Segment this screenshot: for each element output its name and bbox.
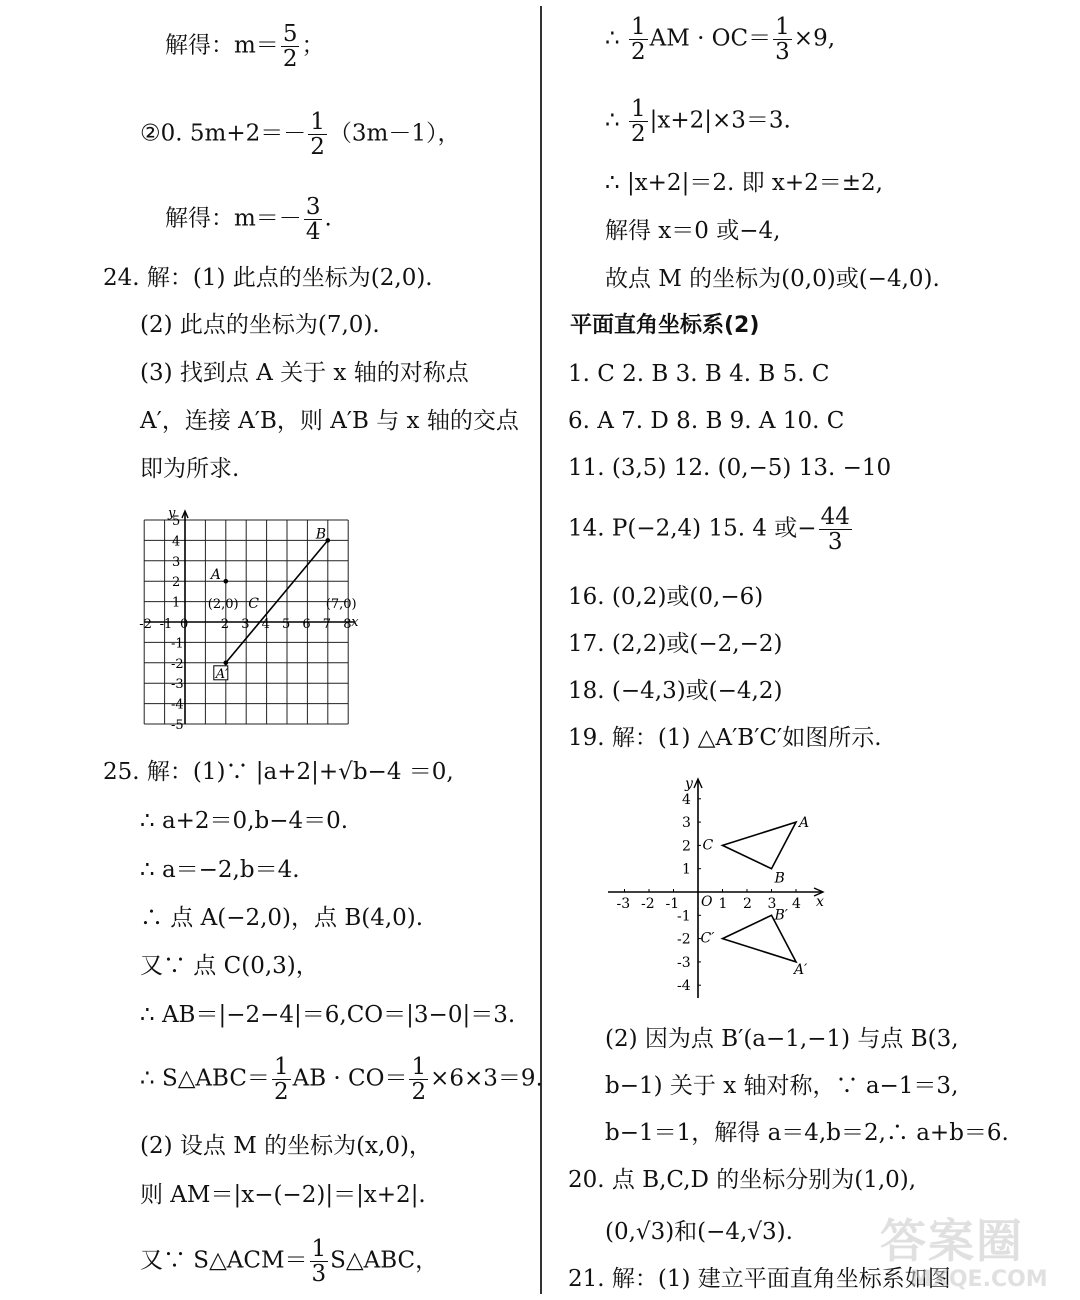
answers-row-6: 17. (2,2)或(−2,−2) xyxy=(568,631,783,657)
answers-row-5: 16. (0,2)或(0,−6) xyxy=(568,584,764,610)
y-tick-label: 4 xyxy=(682,791,691,808)
coordinate-graph-1 xyxy=(130,505,370,730)
label-point-7-0: (7,0) xyxy=(325,597,357,612)
x-tick-label: 6 xyxy=(302,617,311,632)
y-tick-label: -1 xyxy=(171,636,184,652)
label-C-prime: C′ xyxy=(700,930,715,947)
q24-line-2: (2) 此点的坐标为(7,0). xyxy=(140,312,380,338)
answers-row-2: 6. A 7. D 8. B 9. A 10. C xyxy=(568,408,845,434)
q25-line-8: (2) 设点 M 的坐标为(x,0)， xyxy=(140,1133,432,1159)
x-tick-label: 0 xyxy=(180,617,189,632)
y-tick-label: -2 xyxy=(677,931,691,948)
q24-line-3: (3) 找到点 A 关于 x 轴的对称点 xyxy=(140,360,469,386)
x-tick-label: 3 xyxy=(767,896,777,912)
answers-row-8: 19. 解：(1) △A′B′C′如图所示. xyxy=(568,725,882,751)
y-tick-label: -2 xyxy=(171,656,184,672)
x-tick-label: 3 xyxy=(241,617,250,632)
q25-line-6: ∴ AB＝|−2−4|＝6,CO＝|3−0|＝3. xyxy=(140,1002,516,1028)
fraction: $\frac{1}{3}$ xyxy=(775,14,790,65)
y-tick-label: -3 xyxy=(677,954,691,971)
x-axis-label: x xyxy=(351,615,359,630)
y-axis-label: y xyxy=(168,506,176,521)
right-line-1: ∴ $\frac{1}{2}$ AM · OC＝ $\frac{1}{3}$ ×9, xyxy=(605,14,836,65)
right-line-4: 解得 x＝0 或−4, xyxy=(605,218,781,244)
answers-row-12: 20. 点 B,C,D 的坐标分别为(1,0), xyxy=(568,1167,917,1193)
fraction: $\frac{3}{4}$ xyxy=(305,194,321,245)
x-tick-label: 4 xyxy=(792,896,801,912)
label-A-prime: A′ xyxy=(794,961,808,978)
answers-row-13: (0,√3)和(−4,√3). xyxy=(605,1219,793,1245)
y-tick-label: 4 xyxy=(172,534,181,550)
answers-row-11: b−1＝1，解得 a＝4,b＝2,∴ a+b＝6. xyxy=(605,1120,1009,1146)
q25-line-4: ∴ 点 A(−2,0)，点 B(4,0). xyxy=(140,905,424,931)
x-tick-label: -2 xyxy=(641,896,655,912)
fraction: $\frac{1}{3}$ xyxy=(311,1236,327,1287)
y-tick-label: -3 xyxy=(171,677,184,693)
q25-line-2: ∴ a+2＝0,b−4＝0. xyxy=(140,808,349,834)
y-tick-label: 1 xyxy=(172,595,181,611)
fraction: $\frac{1}{2}$ xyxy=(273,1054,289,1105)
right-line-2: ∴ $\frac{1}{2}$ |x+2|×3＝3. xyxy=(605,96,791,147)
answers-row-1: 1. C 2. B 3. B 4. B 5. C xyxy=(568,361,830,387)
label-B: B xyxy=(774,870,785,887)
axes xyxy=(608,779,823,998)
answers-row-3: 11. (3,5) 12. (0,−5) 13. −10 xyxy=(568,455,892,481)
q24-line-4: A′，连接 A′B，则 A′B 与 x 轴的交点 xyxy=(140,408,519,434)
x-tick-label: -2 xyxy=(139,617,152,632)
label-A: A xyxy=(210,567,221,584)
label-C: C xyxy=(702,837,714,854)
point-A xyxy=(224,579,229,584)
point-A-prime xyxy=(224,661,229,666)
triangle-ABC xyxy=(723,822,797,869)
label-C: C xyxy=(248,596,259,612)
q25-area-line: ∴ S△ABC＝ $\frac{1}{2}$ AB · CO＝ $\frac{1}{2}$ ×6×3＝9. xyxy=(140,1054,543,1105)
y-tick-label: 3 xyxy=(682,815,691,832)
right-line-5: 故点 M 的坐标为(0,0)或(−4,0). xyxy=(605,266,940,292)
label-point-2-0: (2,0) xyxy=(207,597,239,612)
x-axis-label: x xyxy=(816,894,824,910)
q24-line-1: 24. 解：(1) 此点的坐标为(2,0). xyxy=(103,265,433,291)
x-tick-label: 5 xyxy=(282,617,291,632)
y-tick-label: 2 xyxy=(172,575,181,591)
q25-line-9: 则 AM＝|x−(−2)|＝|x+2|. xyxy=(140,1182,426,1208)
fraction: $\frac{1}{2}$ xyxy=(630,14,646,65)
equation-line-2: ②0. 5m+2＝－ $\frac{1}{2}$ （3m－1）， xyxy=(140,109,461,160)
label-A-prime: A′ xyxy=(215,666,229,682)
fraction: $\frac{1}{2}$ xyxy=(310,109,325,160)
x-tick-label: 8 xyxy=(343,617,352,632)
x-tick-label: 2 xyxy=(743,896,752,912)
x-tick-label: -3 xyxy=(616,896,631,912)
answers-row-4: 14. P(−2,4) 15. 4 或− $\frac{44}{3}$ xyxy=(568,504,850,555)
x-tick-label: 7 xyxy=(322,617,332,632)
x-tick-label: 4 xyxy=(261,617,270,632)
y-tick-label: -5 xyxy=(171,718,184,730)
answers-row-10: b−1) 关于 x 轴对称，∵ a−1＝3, xyxy=(605,1073,959,1099)
y-tick-label: 5 xyxy=(172,514,181,529)
solution-line-m-5-2: 解得：m＝ $\frac{5}{2}$ ； xyxy=(165,21,325,72)
label-B: B xyxy=(315,526,327,543)
x-tick-label: 1 xyxy=(718,896,728,912)
fraction: $\frac{1}{2}$ xyxy=(630,96,646,147)
fraction: $\frac{1}{2}$ xyxy=(411,1054,427,1105)
q25-area-acm-line: 又∵ S△ACM＝ $\frac{1}{3}$ S△ABC， xyxy=(140,1236,439,1287)
y-tick-label: 2 xyxy=(682,838,691,855)
watermark-url: MXQE.COM xyxy=(910,1267,1048,1292)
x-tick-label: 2 xyxy=(220,617,230,632)
y-tick-label: 1 xyxy=(682,861,691,878)
watermark-logo xyxy=(870,1205,1070,1295)
point-B xyxy=(326,538,331,543)
q25-line-3: ∴ a＝−2,b＝4. xyxy=(140,857,300,883)
right-line-3: ∴ |x+2|＝2. 即 x+2＝±2, xyxy=(605,170,883,196)
q25-line-1: 25. 解：(1)∵ |a+2|+√b−4 ＝0, xyxy=(103,759,454,785)
solution-line-m-neg-3-4: 解得：m＝－ $\frac{3}{4}$ . xyxy=(165,194,332,245)
q25-line-5: 又∵ 点 C(0,3)， xyxy=(140,953,319,979)
fraction: $\frac{5}{2}$ xyxy=(282,21,298,72)
q24-line-5: 即为所求. xyxy=(140,456,240,482)
watermark-text: 答案圈 xyxy=(880,1214,1024,1268)
y-tick-label: -1 xyxy=(677,908,691,925)
y-tick-label: -4 xyxy=(677,978,691,995)
y-tick-label: -4 xyxy=(171,697,184,713)
x-tick-label: -1 xyxy=(665,896,680,912)
answers-row-9: (2) 因为点 B′(a−1,−1) 与点 B(3, xyxy=(605,1026,959,1052)
label-A: A xyxy=(799,815,810,832)
x-tick-label: -1 xyxy=(159,617,173,632)
marks xyxy=(208,526,357,681)
origin-label: O xyxy=(701,894,713,910)
label-B-prime: B′ xyxy=(774,907,788,924)
section-title: 平面直角坐标系(2) xyxy=(570,313,760,338)
fraction: $\frac{44}{3}$ xyxy=(820,504,850,555)
coordinate-graph-2 xyxy=(600,770,840,1005)
answers-row-7: 18. (−4,3)或(−4,2) xyxy=(568,678,783,704)
y-tick-label: 3 xyxy=(172,554,181,570)
answers-row-14: 21. 解：(1) 建立平面直角坐标系如图 xyxy=(568,1266,951,1292)
y-axis-label: y xyxy=(685,776,693,792)
